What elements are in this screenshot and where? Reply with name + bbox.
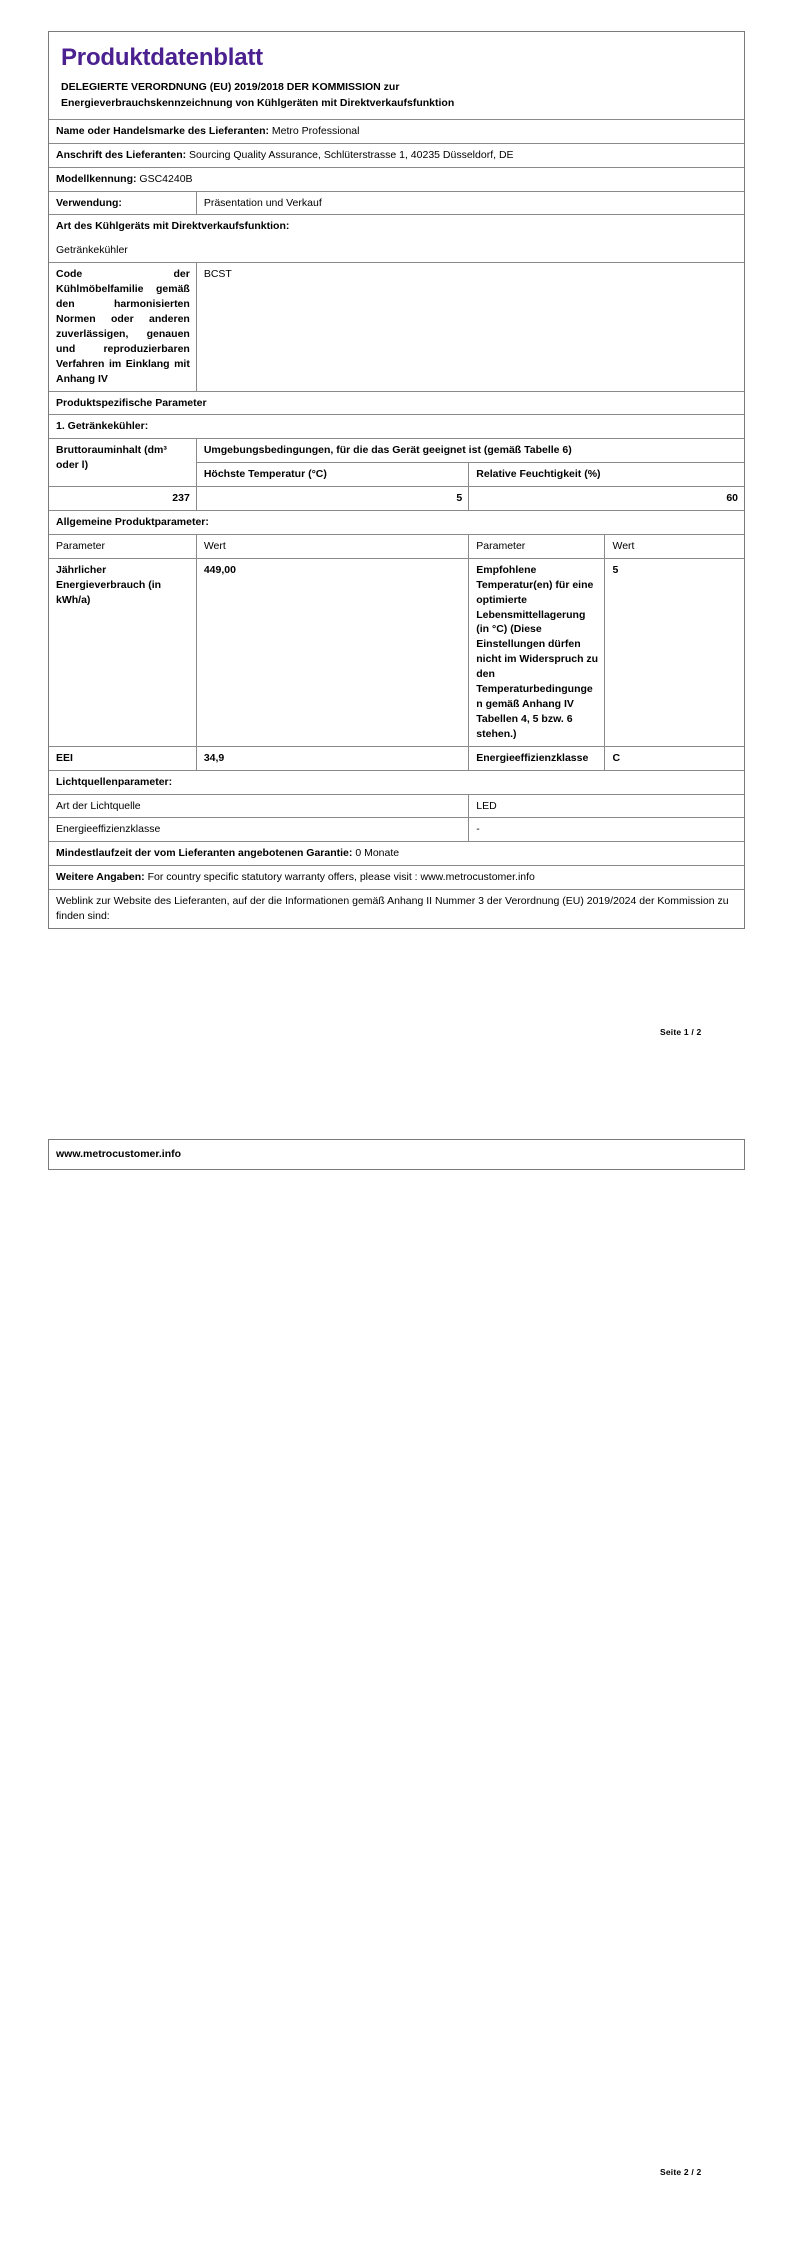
page-footer-1: Seite 1 / 2 (660, 1027, 702, 1037)
weblink-table (49, 1140, 744, 1169)
warranty-cell (49, 842, 744, 866)
light-source-type-value: LED (469, 794, 744, 818)
supplier-name-label: Name oder Handelsmarke des Lieferanten: (56, 124, 269, 137)
table-row (49, 794, 744, 818)
general-header-parameter-2: Parameter (469, 534, 605, 558)
general-header-value-2: Wert (605, 534, 744, 558)
weblink-url[interactable]: www.metrocustomer.info (56, 1148, 182, 1160)
usage-label: Verwendung: (49, 191, 196, 215)
datasheet-page-2 (48, 1139, 745, 1170)
light-source-type-label: Art der Lichtquelle (49, 794, 469, 818)
table-row (49, 487, 744, 511)
table-row (49, 191, 744, 215)
subtitle-line-1: DELEGIERTE VERORDNUNG (EU) 2019/2018 DER KOMMISSION zur (61, 81, 400, 94)
annual-energy-label: Jährlicher Energieverbrauch (in kWh/a) (49, 558, 196, 746)
volume-value: 237 (49, 487, 196, 511)
model-value: GSC4240B (139, 172, 193, 185)
supplier-address-label: Anschrift des Lieferanten: (56, 148, 187, 161)
weblink-text: Weblink zur Website des Lieferanten, auf der die Informationen gemäß Anhang II Nummer 3 der Verordnung (EU) 2019/2024 der Kommission zu finden sind: (49, 890, 744, 928)
table-row (49, 439, 744, 463)
section-product-specific: Produktspezifische Parameter (49, 391, 744, 415)
table-row (49, 558, 744, 746)
table-row (49, 511, 744, 535)
section-light-source: Lichtquellenparameter: (49, 770, 744, 794)
relative-humidity-value: 60 (469, 487, 744, 511)
further-info-label: Weitere Angaben: (56, 871, 145, 884)
table-row (49, 890, 744, 928)
recommended-temperature-label: Empfohlene Temperatur(en) für eine optimierte Lebensmittellagerung (in °C) (Diese Einstellungen dürfen nicht im Widerspruch zu den Temperaturbedingungen gemäß Anhang IV Tabellen 4, 5 bzw. 6 stehen.) (469, 558, 605, 746)
table-row (49, 143, 744, 167)
eei-value: 34,9 (196, 746, 468, 770)
table-row (49, 842, 744, 866)
page-title: Produktdatenblatt (61, 44, 263, 71)
max-temperature-header: Höchste Temperatur (°C) (196, 463, 468, 487)
table-row (49, 866, 744, 890)
appliance-type-value: Getränkekühler (56, 244, 128, 257)
appliance-type-heading: Art des Kühlgeräts mit Direktverkaufsfunktion: (56, 220, 290, 233)
further-info-cell (49, 866, 744, 890)
general-header-value-1: Wert (196, 534, 468, 558)
table-row (49, 119, 744, 143)
energy-class-value: C (605, 746, 744, 770)
supplier-name-cell (49, 119, 744, 143)
section-beverage-cooler: 1. Getränkekühler: (49, 415, 744, 439)
supplier-name-value: Metro Professional (271, 124, 360, 137)
max-temperature-value: 5 (196, 487, 468, 511)
table-row (49, 167, 744, 191)
relative-humidity-header: Relative Feuchtigkeit (%) (469, 463, 744, 487)
table-row (49, 534, 744, 558)
light-source-class-value: - (469, 818, 744, 842)
further-info-value: For country specific statutory warranty offers, please visit : www.metrocustomer.info (147, 871, 535, 884)
datasheet-table (49, 119, 744, 928)
warranty-label: Mindestlaufzeit der vom Lieferanten angebotenen Garantie: (56, 847, 353, 860)
eei-label: EEI (49, 746, 196, 770)
table-row (49, 415, 744, 439)
annual-energy-value: 449,00 (196, 558, 468, 746)
model-cell (49, 167, 744, 191)
section-general-parameters: Allgemeine Produktparameter: (49, 511, 744, 535)
page-footer-2: Seite 2 / 2 (660, 2167, 702, 2177)
table-row (49, 818, 744, 842)
document-subtitle (61, 80, 732, 116)
family-code-value: BCST (196, 263, 744, 391)
family-code-label: Code der Kühlmöbelfamilie gemäß den harmonisierten Normen oder anderen zuverlässigen, genauen und reproduzierbaren Verfahren im Einklang mit Anhang IV (49, 263, 196, 391)
supplier-address-cell (49, 143, 744, 167)
table-row (49, 215, 744, 263)
supplier-address-value: Sourcing Quality Assurance, Schlüterstrasse 1, 40235 Düsseldorf, DE (189, 148, 514, 161)
warranty-value: 0 Monate (355, 847, 400, 860)
volume-header: Bruttorauminhalt (dm³ oder l) (49, 439, 196, 487)
table-row (49, 746, 744, 770)
table-row (49, 391, 744, 415)
recommended-temperature-value: 5 (605, 558, 744, 746)
general-header-parameter-1: Parameter (49, 534, 196, 558)
title-block (49, 32, 744, 119)
light-source-class-label: Energieeffizienzklasse (49, 818, 469, 842)
usage-value: Präsentation und Verkauf (196, 191, 744, 215)
table-row (49, 770, 744, 794)
table-row (49, 263, 744, 391)
ambient-conditions-header: Umgebungsbedingungen, für die das Gerät geeignet ist (gemäß Tabelle 6) (196, 439, 744, 463)
datasheet-page-1 (48, 31, 745, 929)
energy-class-label: Energieeffizienzklasse (469, 746, 605, 770)
subtitle-line-2: Energieverbrauchskennzeichnung von Kühlgeräten mit Direktverkaufsfunktion (61, 96, 455, 109)
table-row (49, 1140, 744, 1169)
appliance-type-cell (49, 215, 744, 263)
model-label: Modellkennung: (56, 172, 137, 185)
